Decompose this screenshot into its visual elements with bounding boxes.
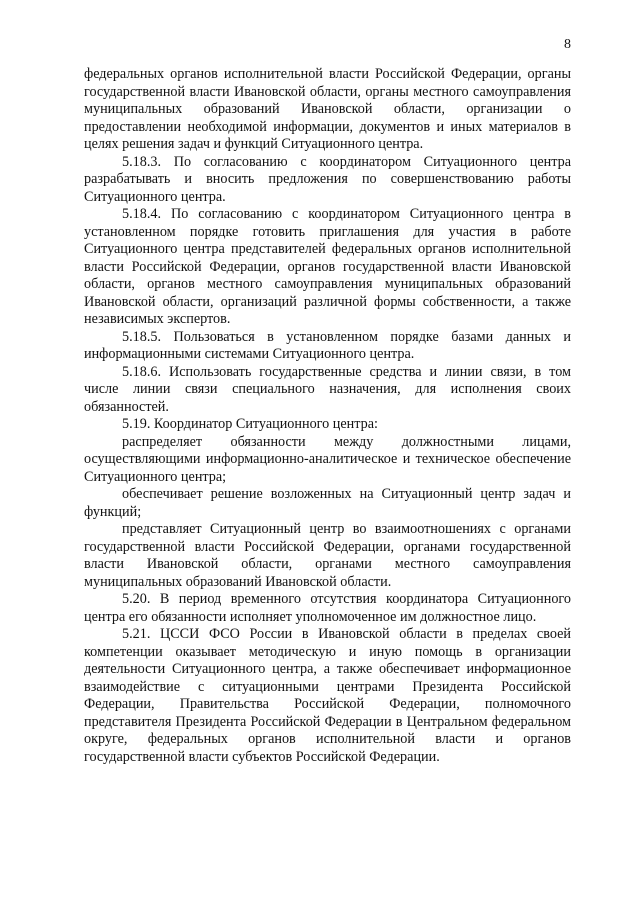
page-number: 8 [564,37,571,52]
paragraph-5-18-4: 5.18.4. По согласованию с координатором Ситуационного центра в установленном порядке готовить приглашения для участия в работе Ситуационного центра представителей федеральных органов исполнительной власти Российской Федерации, органов государственной власти Ивановской области, органов местного самоуправления муниципальных образований Ивановской области, организаций различной формы собственности, а также независимых экспертов. [84,206,571,327]
paragraph-5-20: 5.20. В период временного отсутствия координатора Ситуационного центра его обязанности исполняет уполномоченное им должностное лицо. [84,591,571,625]
paragraph-5-19: 5.19. Координатор Ситуационного центра: [122,416,378,432]
paragraph-continuation: федеральных органов исполнительной власти Российской Федерации, органы государственной власти Ивановской области, органы местного самоуправления муниципальных образований Ивановской области, организации о предоставлении необходимой информации, документов и иных материалов в целях решения задач и функций Ситуационного центра. [84,66,571,152]
paragraph-5-19-duty-3: представляет Ситуационный центр во взаимоотношениях с органами государственной власти Российской Федерации, органами государственной власти Ивановской области, органами местного самоуправления муниципальных образований Ивановской области. [84,521,571,590]
paragraph-5-21: 5.21. ЦССИ ФСО России в Ивановской области в пределах своей компетенции оказывает методическую и иную помощь в организации деятельности Ситуационного центра, а также обеспечивает информационное взаимодействие с ситуационными центрами Президента Российской Федерации, Правительства Российской Федерации, полномочного представителя Президента Российской Федерации в Центральном федеральном округе, федеральных органов исполнительной власти и органов государственной власти субъектов Российской Федерации. [84,626,571,765]
paragraph-5-18-6: 5.18.6. Использовать государственные средства и линии связи, в том числе линии связи специального назначения, для исполнения своих обязанностей. [84,363,571,415]
paragraph-5-19-duty-1: распределяет обязанности между должностными лицами, осуществляющими информационно-аналитическое и техническое обеспечение Ситуационного центра; [84,433,571,485]
document-body [84,66,571,766]
paragraph-5-18-3: 5.18.3. По согласованию с координатором Ситуационного центра разрабатывать и вносить предложения по совершенствованию работы Ситуационного центра. [84,153,571,205]
paragraph-5-18-5: 5.18.5. Пользоваться в установленном порядке базами данных и информационными системами Ситуационного центра. [84,328,571,362]
paragraph-5-19-duty-2: обеспечивает решение возложенных на Ситуационный центр задач и функций; [84,486,571,520]
